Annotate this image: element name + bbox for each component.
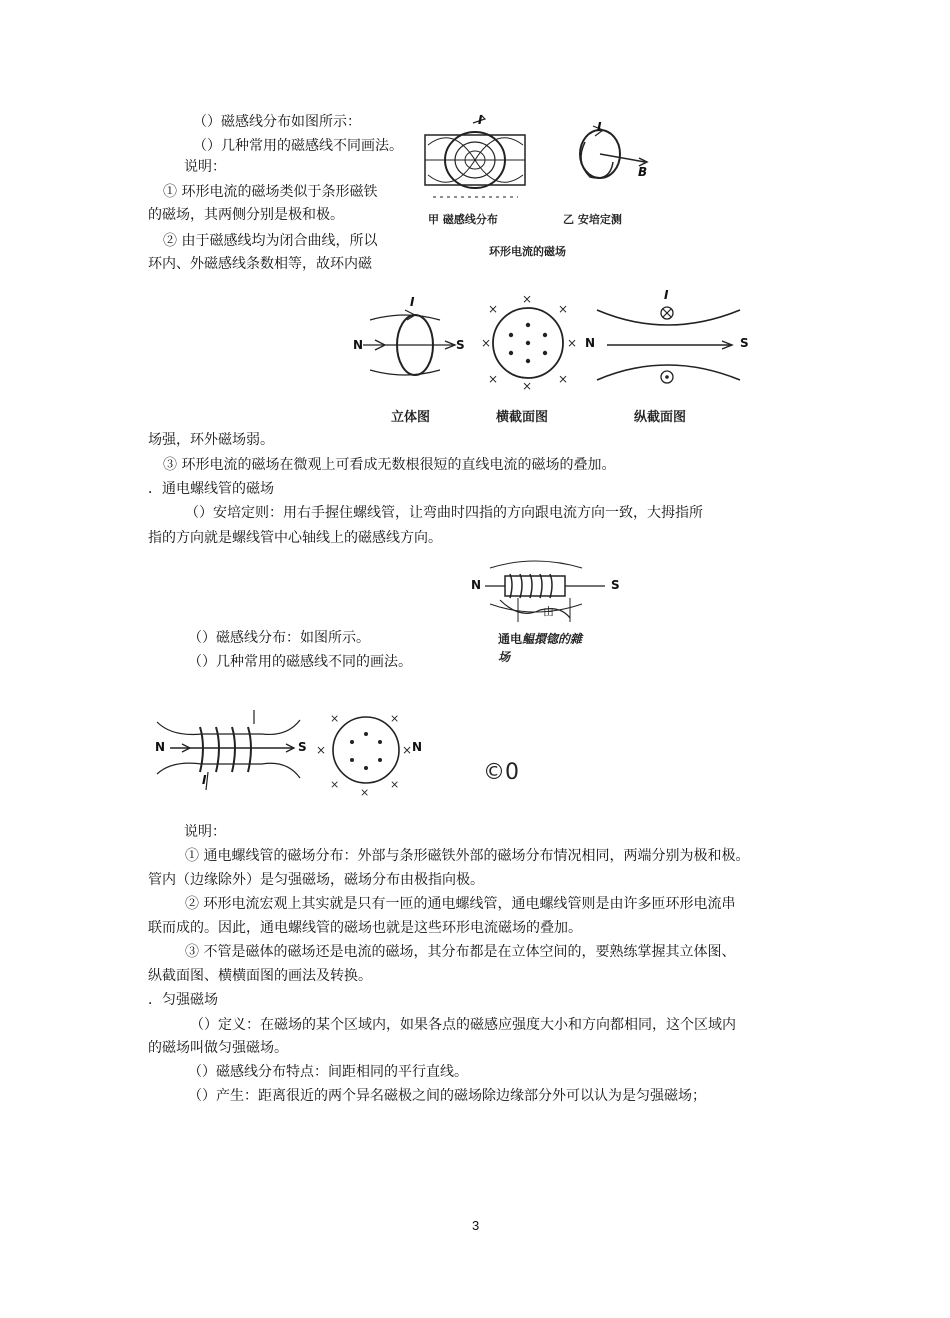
text-line: （）几种常用的磁感线不同的画法。 xyxy=(188,654,412,670)
north-pole-label: N xyxy=(353,338,364,352)
north-pole-label: N xyxy=(155,740,166,754)
solenoid-cross-section-diagram xyxy=(318,712,418,797)
text-line: 说明： xyxy=(184,824,226,840)
svg-text:×: × xyxy=(522,379,533,393)
page-number: 3 xyxy=(472,1218,480,1233)
figure-caption: 乙 安培定测 xyxy=(563,213,622,226)
north-pole-label: N xyxy=(471,578,482,592)
text-line: ③ 环形电流的磁场在微观上可看成无数根很短的直线电流的磁场的叠加。 xyxy=(163,457,616,473)
svg-text:×: × xyxy=(330,778,340,791)
text-line: 的磁场，其两侧分别是极和极。 xyxy=(148,207,344,223)
text-line: 纵截面图、横横面图的画法及转换。 xyxy=(148,968,372,984)
current-label: I xyxy=(202,773,207,787)
figure-caption: 立体图 xyxy=(391,410,431,425)
solenoid-hand-diagram xyxy=(470,560,620,630)
text-line: （）磁感线分布：如图所示。 xyxy=(188,630,370,646)
hand-label: 由 xyxy=(543,605,554,618)
figure-title: 环形电流的磁场 xyxy=(489,245,566,258)
longitudinal-section-diagram xyxy=(582,290,752,390)
svg-text:×: × xyxy=(488,302,499,316)
text-line: （）产生：距离很近的两个异名磁极之间的磁场除边缘部分外可以认为是匀强磁场； xyxy=(188,1088,706,1104)
text-line: （）磁感线分布如图所示： xyxy=(193,114,361,130)
section-heading: ．通电螺线管的磁场 xyxy=(148,481,274,497)
svg-text:×: × xyxy=(402,743,413,757)
text-line: 环内、外磁感线条数相等，故环内磁 xyxy=(148,256,372,272)
caption-part: 鳁擐锪的雜 xyxy=(522,632,583,646)
svg-text:×: × xyxy=(390,778,400,791)
figure-caption: 甲 磁感线分布 xyxy=(428,213,498,226)
svg-text:×: × xyxy=(360,786,370,799)
solenoid-longitudinal-diagram xyxy=(152,712,312,797)
text-line: （）安培定则：用右手握住螺线管，让弯曲时四指的方向跟电流方向一致，大拇指所 xyxy=(185,505,703,521)
text-line: ① 通电螺线管的磁场分布：外部与条形磁铁外部的磁场分布情况相同，两端分别为极和极。 xyxy=(185,848,750,864)
svg-text:×: × xyxy=(567,336,578,350)
south-pole-label: S xyxy=(611,578,620,592)
ring-field-lines-diagram xyxy=(423,115,533,210)
north-pole-label: N xyxy=(585,336,596,350)
current-label: I xyxy=(597,120,602,134)
caption-part: 通电 xyxy=(498,632,523,646)
field-direction-label: B xyxy=(638,165,648,179)
svg-text:×: × xyxy=(481,336,492,350)
text-line: 管内（边缘除外）是匀强磁场，磁场分布由极指向极。 xyxy=(148,872,484,888)
svg-text:×: × xyxy=(316,743,327,757)
text-line: 联而成的。因此，通电螺线管的磁场也就是这些环形电流磁场的叠加。 xyxy=(148,920,582,936)
south-pole-label: S xyxy=(456,338,465,352)
current-label: I xyxy=(478,113,483,127)
svg-text:×: × xyxy=(558,372,569,386)
text-line: （）定义：在磁场的某个区域内，如果各点的磁感应强度大小和方向都相同，这个区域内 xyxy=(190,1017,736,1033)
text-line: 说明： xyxy=(184,159,226,175)
text-line: 场强，环外磁场弱。 xyxy=(148,432,274,448)
north-pole-label: N xyxy=(412,740,423,754)
svg-text:×: × xyxy=(390,712,400,725)
figure-caption xyxy=(498,630,582,647)
south-pole-label: S xyxy=(298,740,307,754)
section-heading: ．匀强磁场 xyxy=(148,992,218,1008)
figure-caption: 纵截面图 xyxy=(634,410,687,425)
current-label: I xyxy=(410,295,415,309)
text-line: ② 由于磁感线均为闭合曲线，所以 xyxy=(163,233,378,249)
text-line: （）磁感线分布特点：间距相同的平行直线。 xyxy=(188,1064,468,1080)
text-line: 的磁场叫做匀强磁场。 xyxy=(148,1040,288,1056)
figure-caption: 横截面图 xyxy=(496,410,549,425)
south-pole-label: S xyxy=(740,336,749,350)
figure-caption: 场 xyxy=(498,650,511,664)
svg-text:×: × xyxy=(522,292,533,306)
text-line: ③ 不管是磁体的磁场还是电流的磁场，其分布都是在立体空间的，要熟练掌握其立体图、 xyxy=(185,944,736,960)
text-line: ① 环形电流的磁场类似于条形磁铁 xyxy=(163,184,378,200)
figure-symbol: ©0 xyxy=(483,760,519,785)
svg-text:×: × xyxy=(558,302,569,316)
current-label: I xyxy=(664,288,669,302)
text-line: （）几种常用的磁感线不同画法。 xyxy=(193,138,403,154)
svg-text:×: × xyxy=(488,372,499,386)
text-line: 指的方向就是螺线管中心轴线上的磁感线方向。 xyxy=(148,530,442,546)
text-line: ② 环形电流宏观上其实就是只有一匝的通电螺线管，通电螺线管则是由许多匝环形电流串 xyxy=(185,896,736,912)
cross-section-diagram xyxy=(478,292,578,393)
svg-text:×: × xyxy=(330,712,340,725)
